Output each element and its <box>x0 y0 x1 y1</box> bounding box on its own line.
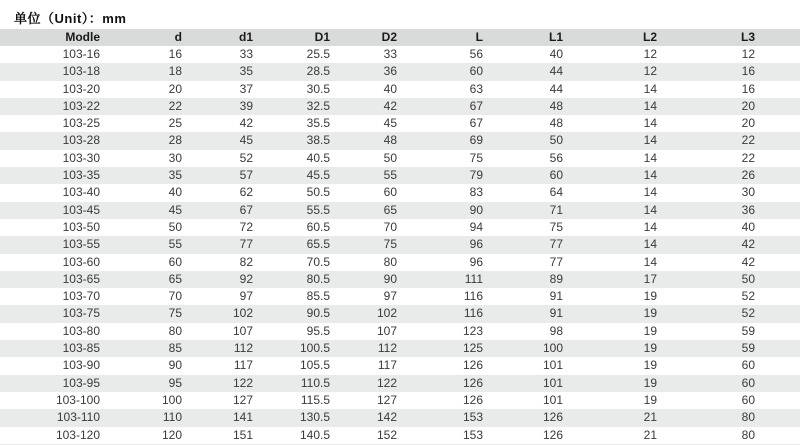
value-cell: 122 <box>232 375 253 390</box>
column-header: L3 <box>667 29 800 46</box>
value-cell: 101 <box>542 392 563 407</box>
value-cell: 30 <box>741 185 755 200</box>
column-header: D1 <box>263 29 340 46</box>
value-cell: 77 <box>239 237 253 252</box>
value-cell: 101 <box>542 358 563 373</box>
model-cell: 103-65 <box>62 271 100 286</box>
table-row <box>0 305 800 322</box>
value-cell: 16 <box>741 81 755 96</box>
column-header: L <box>407 29 493 46</box>
value-cell: 101 <box>542 375 563 390</box>
value-cell: 40 <box>383 81 397 96</box>
model-cell: 103-20 <box>62 81 100 96</box>
value-cell: 62 <box>239 185 253 200</box>
value-cell: 35 <box>168 168 182 183</box>
value-cell: 14 <box>643 133 657 148</box>
value-cell: 110 <box>162 410 182 425</box>
value-cell: 69 <box>469 133 483 148</box>
model-cell: 103-90 <box>62 358 100 373</box>
value-cell: 90 <box>168 358 182 373</box>
value-cell: 152 <box>376 427 397 442</box>
value-cell: 79 <box>469 168 483 183</box>
value-cell: 20 <box>741 98 755 113</box>
model-cell: 103-55 <box>62 237 100 252</box>
value-cell: 67 <box>239 202 253 217</box>
value-cell: 80.5 <box>306 271 330 286</box>
value-cell: 14 <box>643 219 657 234</box>
value-cell: 32.5 <box>306 98 330 113</box>
value-cell: 64 <box>549 185 563 200</box>
value-cell: 22 <box>741 133 755 148</box>
value-cell: 100.5 <box>299 341 330 356</box>
value-cell: 127 <box>376 392 397 407</box>
value-cell: 55 <box>168 237 182 252</box>
value-cell: 60 <box>168 254 182 269</box>
value-cell: 48 <box>383 133 397 148</box>
value-cell: 12 <box>741 47 755 61</box>
column-header: d1 <box>192 29 263 46</box>
value-cell: 96 <box>469 237 483 252</box>
value-cell: 63 <box>469 81 483 96</box>
value-cell: 19 <box>643 375 657 390</box>
value-cell: 36 <box>383 64 397 79</box>
value-cell: 91 <box>549 306 563 321</box>
table-row <box>0 202 800 219</box>
value-cell: 77 <box>549 237 563 252</box>
value-cell: 22 <box>741 150 755 165</box>
spec-table <box>0 29 800 444</box>
value-cell: 17 <box>643 271 657 286</box>
table-row <box>0 184 800 201</box>
value-cell: 116 <box>463 289 483 304</box>
value-cell: 141 <box>232 410 253 425</box>
value-cell: 102 <box>232 306 253 321</box>
value-cell: 36 <box>741 202 755 217</box>
value-cell: 130.5 <box>299 410 330 425</box>
table-row <box>0 236 800 253</box>
value-cell: 100 <box>161 392 182 407</box>
value-cell: 117 <box>233 358 253 373</box>
value-cell: 75 <box>383 237 397 252</box>
value-cell: 123 <box>462 323 483 338</box>
table-body <box>0 46 800 444</box>
value-cell: 44 <box>549 64 563 79</box>
model-cell: 103-22 <box>62 98 100 113</box>
value-cell: 110.5 <box>300 375 330 390</box>
value-cell: 19 <box>643 392 657 407</box>
value-cell: 44 <box>549 81 563 96</box>
value-cell: 18 <box>168 64 182 79</box>
value-cell: 33 <box>383 47 397 61</box>
value-cell: 50 <box>741 271 755 286</box>
value-cell: 60 <box>741 392 755 407</box>
value-cell: 14 <box>643 150 657 165</box>
column-header: d <box>110 29 192 46</box>
value-cell: 97 <box>239 289 253 304</box>
value-cell: 75 <box>469 150 483 165</box>
value-cell: 48 <box>549 116 563 131</box>
value-cell: 55.5 <box>306 202 330 217</box>
value-cell: 19 <box>643 358 657 373</box>
value-cell: 80 <box>741 410 755 425</box>
value-cell: 140.5 <box>299 427 330 442</box>
value-cell: 112 <box>233 341 253 356</box>
value-cell: 33 <box>239 47 253 61</box>
value-cell: 71 <box>549 202 563 217</box>
model-cell: 103-45 <box>62 202 100 217</box>
value-cell: 107 <box>376 323 397 338</box>
value-cell: 50 <box>383 150 397 165</box>
value-cell: 50 <box>168 219 182 234</box>
unit-title: 单位（Unit）：mm <box>14 11 127 26</box>
value-cell: 126 <box>462 392 483 407</box>
value-cell: 38.5 <box>306 133 330 148</box>
value-cell: 94 <box>469 219 483 234</box>
value-cell: 82 <box>239 254 253 269</box>
value-cell: 21 <box>643 427 657 442</box>
value-cell: 12 <box>643 64 657 79</box>
value-cell: 45 <box>383 116 397 131</box>
value-cell: 59 <box>741 323 755 338</box>
value-cell: 30.5 <box>306 81 330 96</box>
column-header: Modle <box>0 29 110 46</box>
table-row <box>0 409 800 426</box>
model-cell: 103-110 <box>56 410 100 425</box>
table-row <box>0 288 800 305</box>
value-cell: 37 <box>239 81 253 96</box>
model-cell: 103-25 <box>62 116 100 131</box>
value-cell: 26 <box>741 168 755 183</box>
value-cell: 14 <box>643 202 657 217</box>
value-cell: 75 <box>549 219 563 234</box>
value-cell: 42 <box>383 98 397 113</box>
value-cell: 40 <box>741 219 755 234</box>
value-cell: 12 <box>643 47 657 61</box>
value-cell: 117 <box>377 358 397 373</box>
value-cell: 91 <box>549 289 563 304</box>
value-cell: 83 <box>469 185 483 200</box>
value-cell: 96 <box>469 254 483 269</box>
value-cell: 126 <box>462 375 483 390</box>
value-cell: 14 <box>643 81 657 96</box>
value-cell: 35 <box>239 64 253 79</box>
value-cell: 52 <box>741 289 755 304</box>
value-cell: 126 <box>542 427 563 442</box>
value-cell: 60 <box>741 375 755 390</box>
value-cell: 19 <box>643 289 657 304</box>
header-row <box>0 29 800 46</box>
value-cell: 14 <box>643 98 657 113</box>
value-cell: 80 <box>741 427 755 442</box>
value-cell: 14 <box>643 185 657 200</box>
model-cell: 103-40 <box>62 185 100 200</box>
value-cell: 67 <box>469 98 483 113</box>
model-cell: 103-85 <box>62 341 100 356</box>
value-cell: 85 <box>168 341 182 356</box>
value-cell: 28.5 <box>306 64 330 79</box>
value-cell: 19 <box>643 306 657 321</box>
value-cell: 115.5 <box>300 392 330 407</box>
value-cell: 45 <box>239 133 253 148</box>
model-cell: 103-80 <box>62 323 100 338</box>
value-cell: 72 <box>239 219 253 234</box>
value-cell: 60 <box>549 168 563 183</box>
value-cell: 95 <box>168 375 182 390</box>
model-cell: 103-30 <box>62 150 100 165</box>
model-cell: 103-75 <box>62 306 100 321</box>
value-cell: 35.5 <box>306 116 330 131</box>
value-cell: 60 <box>383 185 397 200</box>
value-cell: 25.5 <box>306 47 330 61</box>
model-cell: 103-70 <box>62 289 100 304</box>
model-cell: 103-100 <box>55 392 100 407</box>
table-row <box>0 427 800 444</box>
value-cell: 40.5 <box>306 150 330 165</box>
value-cell: 28 <box>168 133 182 148</box>
value-cell: 77 <box>549 254 563 269</box>
value-cell: 95.5 <box>306 323 330 338</box>
model-cell: 103-35 <box>62 168 100 183</box>
value-cell: 20 <box>168 81 182 96</box>
value-cell: 19 <box>643 341 657 356</box>
model-cell: 103-120 <box>55 427 100 442</box>
value-cell: 57 <box>239 168 253 183</box>
table-row <box>0 219 800 236</box>
value-cell: 48 <box>549 98 563 113</box>
model-cell: 103-28 <box>62 133 100 148</box>
value-cell: 90.5 <box>306 306 330 321</box>
value-cell: 56 <box>549 150 563 165</box>
value-cell: 60.5 <box>306 219 330 234</box>
value-cell: 127 <box>232 392 253 407</box>
value-cell: 80 <box>383 254 397 269</box>
value-cell: 70 <box>383 219 397 234</box>
value-cell: 80 <box>168 323 182 338</box>
value-cell: 67 <box>469 116 483 131</box>
column-header: L2 <box>573 29 667 46</box>
value-cell: 97 <box>383 289 397 304</box>
value-cell: 151 <box>232 427 253 442</box>
value-cell: 14 <box>643 116 657 131</box>
model-cell: 103-60 <box>62 254 100 269</box>
value-cell: 16 <box>741 64 755 79</box>
table-row <box>0 340 800 357</box>
model-cell: 103-50 <box>62 219 100 234</box>
table-row <box>0 167 800 184</box>
value-cell: 142 <box>376 410 397 425</box>
value-cell: 126 <box>462 358 483 373</box>
value-cell: 102 <box>376 306 397 321</box>
value-cell: 98 <box>549 323 563 338</box>
table-row <box>0 115 800 132</box>
value-cell: 153 <box>462 410 483 425</box>
value-cell: 50 <box>549 133 563 148</box>
value-cell: 60 <box>469 64 483 79</box>
value-cell: 52 <box>239 150 253 165</box>
value-cell: 65.5 <box>306 237 330 252</box>
value-cell: 120 <box>161 427 182 442</box>
value-cell: 70.5 <box>306 254 330 269</box>
value-cell: 42 <box>741 254 755 269</box>
value-cell: 45.5 <box>306 168 330 183</box>
value-cell: 90 <box>383 271 397 286</box>
value-cell: 65 <box>168 271 182 286</box>
value-cell: 20 <box>741 116 755 131</box>
value-cell: 90 <box>469 202 483 217</box>
table-row <box>0 254 800 271</box>
value-cell: 126 <box>542 410 563 425</box>
value-cell: 16 <box>168 47 182 61</box>
table-row <box>0 375 800 392</box>
value-cell: 22 <box>168 98 182 113</box>
value-cell: 45 <box>168 202 182 217</box>
value-cell: 52 <box>741 306 755 321</box>
value-cell: 39 <box>239 98 253 113</box>
table-row <box>0 392 800 409</box>
value-cell: 56 <box>469 47 483 61</box>
value-cell: 42 <box>239 116 253 131</box>
value-cell: 14 <box>643 254 657 269</box>
table-row <box>0 46 800 63</box>
column-header: L1 <box>493 29 573 46</box>
value-cell: 50.5 <box>306 185 330 200</box>
value-cell: 55 <box>383 168 397 183</box>
table-row <box>0 323 800 340</box>
value-cell: 59 <box>741 341 755 356</box>
column-header: D2 <box>340 29 407 46</box>
table-row <box>0 132 800 149</box>
model-cell: 103-18 <box>62 64 100 79</box>
table-row <box>0 150 800 167</box>
table-row <box>0 271 800 288</box>
value-cell: 14 <box>643 237 657 252</box>
value-cell: 105.5 <box>299 358 330 373</box>
value-cell: 19 <box>643 323 657 338</box>
model-cell: 103-95 <box>62 375 100 390</box>
value-cell: 60 <box>741 358 755 373</box>
value-cell: 122 <box>376 375 397 390</box>
value-cell: 70 <box>168 289 182 304</box>
value-cell: 75 <box>168 306 182 321</box>
model-cell: 103-16 <box>62 47 100 61</box>
value-cell: 89 <box>549 271 563 286</box>
value-cell: 92 <box>239 271 253 286</box>
table-row <box>0 63 800 80</box>
value-cell: 40 <box>168 185 182 200</box>
value-cell: 111 <box>464 271 483 286</box>
value-cell: 40 <box>549 47 563 61</box>
table-row <box>0 98 800 115</box>
value-cell: 42 <box>741 237 755 252</box>
value-cell: 65 <box>383 202 397 217</box>
value-cell: 21 <box>643 410 657 425</box>
value-cell: 107 <box>232 323 253 338</box>
value-cell: 30 <box>168 150 182 165</box>
value-cell: 125 <box>462 341 483 356</box>
value-cell: 85.5 <box>306 289 330 304</box>
value-cell: 116 <box>463 306 483 321</box>
value-cell: 153 <box>462 427 483 442</box>
value-cell: 112 <box>377 341 397 356</box>
table-row <box>0 357 800 374</box>
value-cell: 25 <box>168 116 182 131</box>
table-row <box>0 81 800 98</box>
value-cell: 14 <box>643 168 657 183</box>
value-cell: 100 <box>542 341 563 356</box>
